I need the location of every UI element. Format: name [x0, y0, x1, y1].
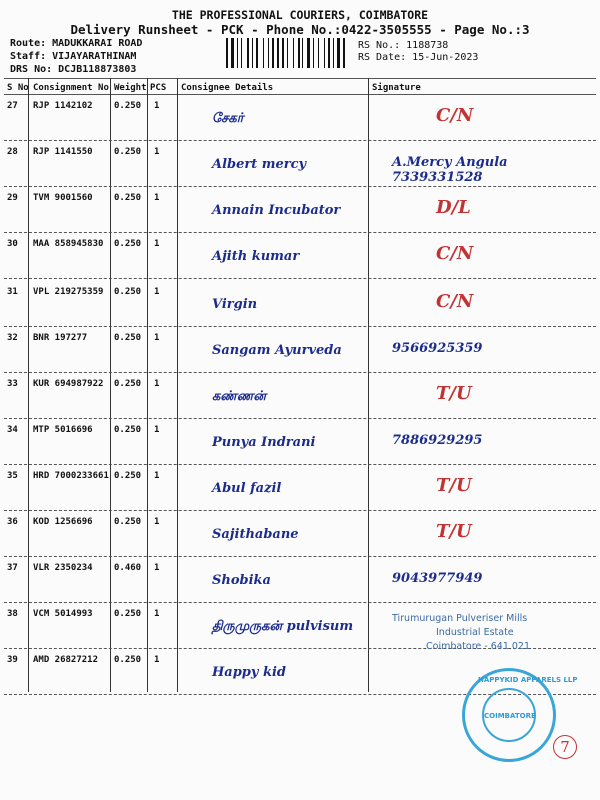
firm-stamp-line1: Tirumurugan Pulveriser Mills — [392, 613, 528, 624]
row-sno: 31 — [7, 287, 18, 297]
table-row — [0, 557, 600, 603]
table-row — [0, 511, 600, 557]
row-signature-note: A.Mercy Angula 7339331528 — [392, 155, 508, 185]
row-pcs: 1 — [154, 333, 160, 343]
table-row — [0, 327, 600, 373]
col-pcs: PCS — [150, 83, 167, 93]
col-weight: Weight — [114, 83, 147, 93]
row-pcs: 1 — [154, 193, 160, 203]
table-row — [0, 373, 600, 419]
row-pcs: 1 — [154, 517, 160, 527]
row-signature-note: 7886929295 — [392, 433, 483, 448]
table-row — [0, 141, 600, 187]
row-consignment-no: VLR 2350234 — [33, 563, 93, 573]
row-pcs: 1 — [154, 471, 160, 481]
row-weight: 0.250 — [114, 239, 142, 249]
row-signature-note: 9566925359 — [392, 341, 483, 356]
row-sno: 36 — [7, 517, 18, 527]
row-consignment-no: KUR 694987922 — [33, 379, 104, 389]
row-signature-note: 9043977949 — [392, 571, 483, 586]
row-consignee-name: Albert mercy — [212, 157, 307, 172]
col-signature: Signature — [372, 83, 421, 93]
row-weight: 0.250 — [114, 517, 142, 527]
runsheet-subtitle: Delivery Runsheet - PCK - Phone No.:0422-3505555 - Page No.:3 — [70, 22, 530, 37]
firm-stamp-line2: Industrial Estate — [436, 627, 514, 638]
row-sno: 35 — [7, 471, 18, 481]
row-consignee-name: சேகர் — [212, 111, 244, 126]
row-weight: 0.250 — [114, 193, 142, 203]
row-pcs: 1 — [154, 425, 160, 435]
row-divider — [4, 278, 596, 279]
header-top-rule — [4, 78, 596, 79]
row-pcs: 1 — [154, 563, 160, 573]
row-delivery-remark: T/U — [436, 383, 472, 404]
row-pcs: 1 — [154, 287, 160, 297]
row-consignment-no: MTP 5016696 — [33, 425, 93, 435]
row-pcs: 1 — [154, 655, 160, 665]
row-consignee-name: Punya Indrani — [212, 435, 316, 450]
row-consignment-no: VCM 5014993 — [33, 609, 93, 619]
row-delivery-remark: D/L — [436, 197, 471, 218]
route-label: Route: MADUKKARAI ROAD — [10, 38, 143, 49]
round-stamp-inner-text: COIMBATORE — [484, 712, 536, 720]
row-consignee-name: Ajith kumar — [212, 249, 300, 264]
row-sno: 29 — [7, 193, 18, 203]
round-stamp-outer-text: HAPPYKID APPARELS LLP — [478, 676, 578, 684]
table-row — [0, 281, 600, 327]
row-weight: 0.250 — [114, 147, 142, 157]
table-row — [0, 95, 600, 141]
company-title: THE PROFESSIONAL COURIERS, COIMBATORE — [171, 8, 429, 22]
row-consignee-name: Abul fazil — [212, 481, 282, 496]
row-consignment-no: VPL 219275359 — [33, 287, 104, 297]
row-consignee-name: Sangam Ayurveda — [212, 343, 342, 358]
row-delivery-remark: C/N — [436, 291, 474, 312]
row-consignment-no: AMD 26827212 — [33, 655, 99, 665]
table-row — [0, 465, 600, 511]
row-consignee-name: Shobika — [212, 573, 271, 588]
staff-label: Staff: VIJAYARATHINAM — [10, 51, 137, 62]
row-pcs: 1 — [154, 101, 160, 111]
row-delivery-remark: C/N — [436, 105, 474, 126]
row-consignment-no: KOD 1256696 — [33, 517, 93, 527]
row-sno: 32 — [7, 333, 18, 343]
table-row — [0, 419, 600, 465]
row-weight: 0.250 — [114, 333, 142, 343]
row-consignment-no: BNR 197277 — [33, 333, 88, 343]
row-weight: 0.250 — [114, 471, 142, 481]
rs-date: RS Date: 15-Jun-2023 — [358, 52, 479, 63]
table-header — [0, 78, 600, 94]
row-pcs: 1 — [154, 609, 160, 619]
row-delivery-remark: T/U — [436, 521, 472, 542]
row-pcs: 1 — [154, 147, 160, 157]
row-sno: 27 — [7, 101, 18, 111]
row-sno: 39 — [7, 655, 18, 665]
row-consignee-name: Annain Incubator — [212, 203, 341, 218]
row-sno: 30 — [7, 239, 18, 249]
row-delivery-remark: C/N — [436, 243, 474, 264]
col-consignment: Consignment No — [33, 83, 109, 93]
row-consignee-name: Virgin — [212, 297, 258, 312]
row-consignment-no: HRD 7000233661 — [33, 471, 109, 481]
row-sno: 28 — [7, 147, 18, 157]
row-consignee-name: கண்ணன் — [212, 389, 267, 404]
row-weight: 0.250 — [114, 655, 142, 665]
row-sno: 38 — [7, 609, 18, 619]
row-pcs: 1 — [154, 379, 160, 389]
page-circle-mark: 7 — [553, 735, 577, 759]
row-delivery-remark: T/U — [436, 475, 472, 496]
row-consignment-no: MAA 858945830 — [33, 239, 104, 249]
row-weight: 0.250 — [114, 609, 142, 619]
rs-number: RS No.: 1188738 — [358, 40, 449, 51]
col-sno: S No — [7, 83, 29, 93]
table-row — [0, 233, 600, 279]
row-sno: 34 — [7, 425, 18, 435]
row-consignee-name: Happy kid — [212, 665, 287, 680]
row-weight: 0.250 — [114, 287, 142, 297]
row-weight: 0.250 — [114, 425, 142, 435]
row-consignment-no: RJP 1141550 — [33, 147, 93, 157]
row-consignment-no: RJP 1142102 — [33, 101, 93, 111]
row-consignee-name: திருமுருகன் pulvisum — [212, 619, 354, 634]
row-weight: 0.250 — [114, 101, 142, 111]
row-weight: 0.250 — [114, 379, 142, 389]
row-pcs: 1 — [154, 239, 160, 249]
table-row — [0, 187, 600, 233]
row-consignment-no: TVM 9001560 — [33, 193, 93, 203]
row-consignee-name: Sajithabane — [212, 527, 299, 542]
row-weight: 0.460 — [114, 563, 142, 573]
drs-number: DRS No: DCJB118873803 — [10, 64, 137, 75]
firm-stamp-line3: Coimbatore - 641 021 — [426, 641, 531, 652]
barcode — [226, 38, 348, 68]
row-sno: 37 — [7, 563, 18, 573]
row-sno: 33 — [7, 379, 18, 389]
col-consignee: Consignee Details — [181, 83, 274, 93]
